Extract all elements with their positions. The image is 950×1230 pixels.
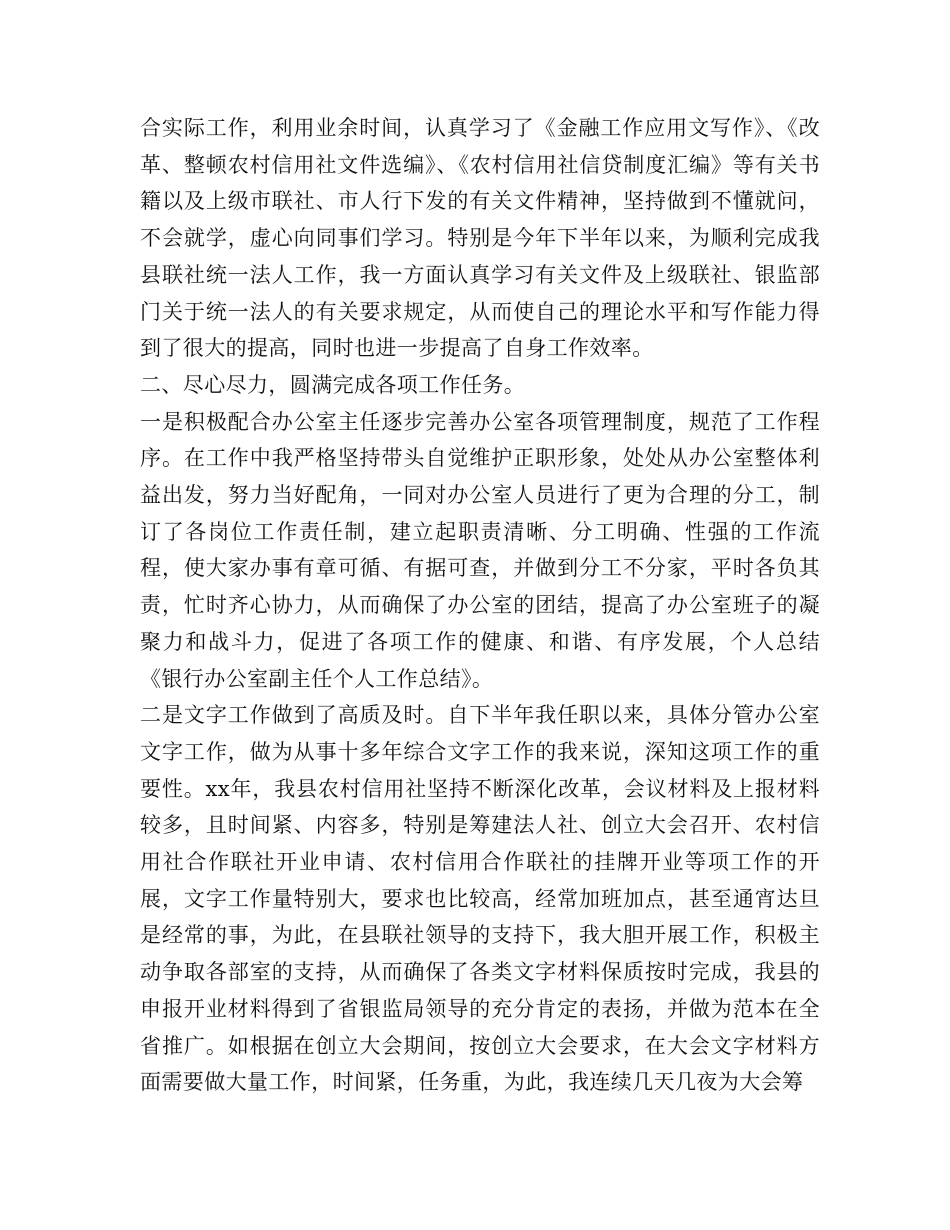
section-heading-tasks: 二、尽心尽力，圆满完成各项工作任务。 xyxy=(140,372,526,397)
paragraph-management: 一是积极配合办公室主任逐步完善办公室各项管理制度，规范了工作程序。在工作中我严格坚持带头自觉维护正职形象，处处从办公室整体利益出发，努力当好配角，一同对办公室人员进行了更为合理的分工，制订了各岗位工作责任制，建立起职责清晰、分工明确、性强的工作流程，使大家办事有章可循、有据可查，并做到分工不分家，平时各负其责，忙时齐心协力，从而确保了办公室的团结，提高了办公室班子的凝聚力和战斗力，促进了各项工作的健康、和谐、有序发展，个人总结《银行办公室副主任个人工作总结》。 xyxy=(140,409,820,691)
paragraph-study: 合实际工作，利用业余时间，认真学习了《金融工作应用文写作》、《改革、整顿农村信用社文件选编》、《农村信用社信贷制度汇编》等有关书籍以及上级市联社、市人行下发的有关文件精神，坚持做到不懂就问，不会就学，虚心向同事们学习。特别是今年下半年以来，为顺利完成我县联社统一法人工作，我一方面认真学习有关文件及上级联社、银监部门关于统一法人的有关要求规定，从而使自己的理论水平和写作能力得到了很大的提高，同时也进一步提高了自身工作效率。 xyxy=(140,116,820,361)
paragraph-writing: 二是文字工作做到了高质及时。自下半年我任职以来，具体分管办公室文字工作，做为从事十多年综合文字工作的我来说，深知这项工作的重要性。xx年，我县农村信用社坚持不断深化改革，会议材料及上报材料较多，且时间紧、内容多，特别是筹建法人社、创立大会召开、农村信用社合作联社开业申请、农村信用合作联社的挂牌开业等项工作的开展，文字工作量特别大，要求也比较高，经常加班加点，甚至通宵达旦是经常的事，为此，在县联社领导的支持下，我大胆开展工作，积极主动争取各部室的支持，从而确保了各类文字材料保质按时完成，我县的申报开业材料得到了省银监局领导的充分肯定的表扬，并做为范本在全省推广。如根据在创立大会期间，按创立大会要求，在大会文字材料方面需要做大量工作，时间紧，任务重，为此，我连续几天几夜为大会筹 xyxy=(140,703,820,1095)
document-body xyxy=(140,110,820,1101)
